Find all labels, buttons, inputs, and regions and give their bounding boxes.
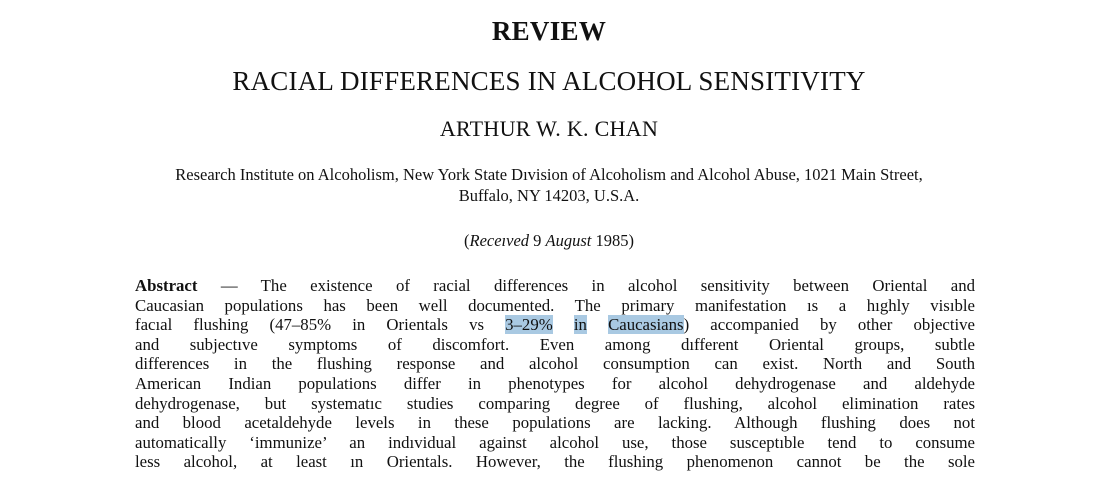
affiliation-line-2: Buffalo, NY 14203, U.S.A. [458, 186, 640, 205]
selection-space-2 [587, 315, 608, 334]
affiliation-line-1: Research Institute on Alcoholism, New York State Dıvision of Alcoholism and Alcohol Abuse, 1021 Main Street, [175, 165, 923, 184]
paper-title: RACIAL DIFFERENCES IN ALCOHOL SENSITIVITY [232, 66, 866, 96]
selected-text-caucasians[interactable]: Caucasians [608, 315, 684, 335]
abstract-label: Abstract [135, 276, 198, 295]
abstract-line-7[interactable]: dehydrogenase, but systematıc studies comparing degree of flushing, alcohol elimination rates [135, 393, 975, 413]
received-date [0, 231, 1098, 251]
abstract-line-2[interactable]: Caucasian populations has been well documented. The primary manifestation ıs a hıghly visıble [135, 295, 975, 315]
selected-text-in[interactable]: in [573, 315, 587, 335]
abstract-line-8[interactable]: and blood acetaldehyde levels in these populations are lacking. Although flushing does not [135, 413, 975, 433]
abstract-line-1[interactable] [135, 276, 975, 296]
selection-space-1 [553, 315, 574, 334]
affiliation [0, 164, 1098, 206]
abstract-line-9[interactable]: automatically ‘immunize’ an indıvidual against alcohol use, those susceptıble tend to consume [135, 432, 975, 452]
abstract-line-1-text: — The existence of racial differences in alcohol sensitivity between Oriental and [197, 276, 975, 295]
abstract [135, 276, 975, 472]
abstract-line-6[interactable]: American Indian populations differ in phenotypes for alcohol dehydrogenase and aldehyde [135, 373, 975, 393]
abstract-line-5[interactable]: differences in the flushing response and alcohol consumption can exist. North and South [135, 354, 975, 374]
author-name: ARTHUR W. K. CHAN [439, 116, 659, 141]
abstract-line-3-end: ) accompanied by other objective [683, 315, 976, 335]
received-label: Receıved [469, 231, 530, 250]
received-open: ( [464, 231, 470, 250]
abstract-line-3[interactable] [135, 315, 975, 335]
received-month: August [545, 231, 592, 250]
section-heading: REVIEW [491, 16, 607, 46]
abstract-line-10[interactable]: less alcohol, at least ın Orientals. However, the flushing phenomenon cannot be the sole [135, 452, 975, 472]
abstract-line-3-start: facıal flushing (47–85% in Orientals vs [135, 315, 506, 335]
abstract-line-4[interactable]: and subjectıve symptoms of discomfort. Even among dıfferent Oriental groups, subtle [135, 334, 975, 354]
selected-text-percent[interactable]: 3–29% [505, 315, 553, 335]
received-year: 1985) [591, 231, 634, 250]
received-day: 9 [529, 231, 546, 250]
